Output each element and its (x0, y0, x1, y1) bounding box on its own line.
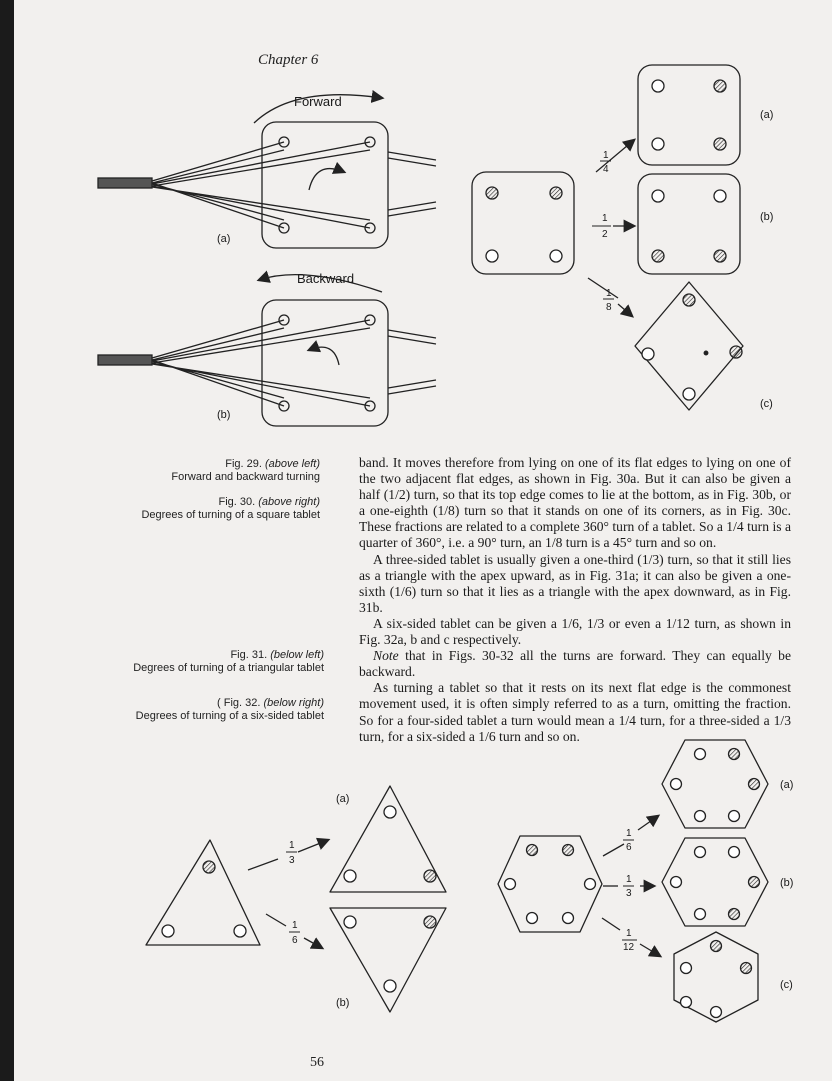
fig32-source-tablet (498, 836, 602, 932)
paragraph: Note that in Figs. 30-32 all the turns are forward. They can equally be backward. (359, 648, 791, 680)
svg-text:1: 1 (606, 288, 612, 299)
fig30c-label: (c) (760, 398, 773, 410)
fig30b-label: (b) (760, 211, 774, 223)
fig30b-tablet (638, 174, 740, 274)
svg-text:4: 4 (603, 164, 609, 175)
svg-text:1: 1 (626, 928, 632, 939)
fig31-fraction-third (286, 840, 297, 866)
paragraph: A six-sided tablet can be given a 1/6, 1/3 or even a 1/12 turn, as shown in Fig. 32a, b and c respectively. (359, 615, 791, 648)
svg-text:1: 1 (626, 874, 632, 885)
page-number: 56 (310, 1055, 324, 1070)
paragraph: band. It moves therefore from lying on one of its flat edges to lying on one of the two adjacent flat edges, as shown in Fig. 30a. But it can also be given a half (1/2) turn, so that its top edge comes to lie at the bottom, as in Fig. 30b, or a one-eighth (1/8) turn so that it stands on one of its corners, as in Fig. 30c. These fractions are related to a complete 360° turn of a tablet. So a 1/4 turn is a quarter of 360°, i.e. a 90° turn, an 1/8 turn is a 45° turn and so on. (359, 455, 791, 551)
caption-fig29: Fig. 29. (above left) Forward and backward turning (171, 458, 320, 483)
svg-text:2: 2 (602, 229, 608, 240)
svg-text:1: 1 (289, 840, 295, 851)
backward-label: Backward (297, 271, 355, 286)
chapter-header: Chapter 6 (258, 52, 319, 68)
fig30-fraction-quarter (600, 150, 611, 175)
svg-text:12: 12 (623, 942, 635, 953)
fig32a-tablet (662, 740, 768, 828)
fig32-fraction-third (623, 874, 634, 899)
caption-fig30: Fig. 30. (above right) Degrees of turning of a square tablet (141, 496, 320, 521)
body-text (359, 455, 791, 745)
forward-label: Forward (294, 94, 342, 109)
fig32a-label: (a) (780, 779, 794, 791)
fig32c-tablet (674, 932, 758, 1022)
fig32-diagram (490, 736, 810, 1026)
fig31-fraction-sixth (289, 920, 300, 946)
fig30-diagram (468, 60, 798, 450)
fig31a-label: (a) (336, 793, 350, 805)
fig32-fraction-twelfth (622, 928, 637, 953)
fig29a-drawing (98, 95, 436, 248)
caption-fig32: ( Fig. 32. (below right) Degrees of turning of a six-sided tablet (135, 697, 324, 722)
svg-text:1: 1 (602, 213, 608, 224)
svg-text:3: 3 (289, 855, 295, 866)
fig32b-label: (b) (780, 877, 794, 889)
fig30a-label: (a) (760, 109, 774, 121)
paragraph: A three-sided tablet is usually given a one-third (1/3) turn, so that it still lies as a triangle with the apex upward, as in Fig. 31a; it can also be given a one-sixth (1/6) turn so that it lies as a triangle with the apex downward, as in Fig. 31b. (359, 551, 791, 615)
fig30c-tablet (635, 282, 743, 410)
svg-text:1: 1 (292, 920, 298, 931)
svg-text:8: 8 (606, 302, 612, 313)
fig31-diagram (140, 780, 470, 1015)
fig29b-drawing (98, 275, 436, 426)
fig29a-label: (a) (217, 233, 231, 245)
fig30-source-tablet (472, 172, 574, 274)
svg-text:1: 1 (626, 828, 632, 839)
svg-text:6: 6 (292, 935, 298, 946)
caption-fig31: Fig. 31. (below left) Degrees of turning of a triangular tablet (133, 649, 324, 674)
fig32-fraction-sixth (623, 828, 634, 853)
fig31-source-tablet (146, 840, 260, 945)
fig31b-label: (b) (336, 997, 350, 1009)
fig30a-tablet (638, 65, 740, 165)
svg-text:1: 1 (603, 150, 609, 161)
fig29b-label: (b) (217, 409, 231, 421)
fig32c-label: (c) (780, 979, 793, 991)
svg-text:6: 6 (626, 842, 632, 853)
fig30-fraction-eighth (603, 288, 614, 313)
paragraph: As turning a tablet so that it rests on its next flat edge is the commonest movement used, it is often simply referred to as a turn, omitting the fraction. So for a four-sided tablet a turn would mean a 1/4 turn, for a three-sided a 1/3 turn, for a six-sided a 1/6 turn and so on. (359, 680, 791, 744)
fig30-fraction-half (592, 213, 611, 240)
fig32b-tablet (662, 838, 768, 926)
svg-text:3: 3 (626, 888, 632, 899)
fig29-diagram (94, 80, 454, 440)
